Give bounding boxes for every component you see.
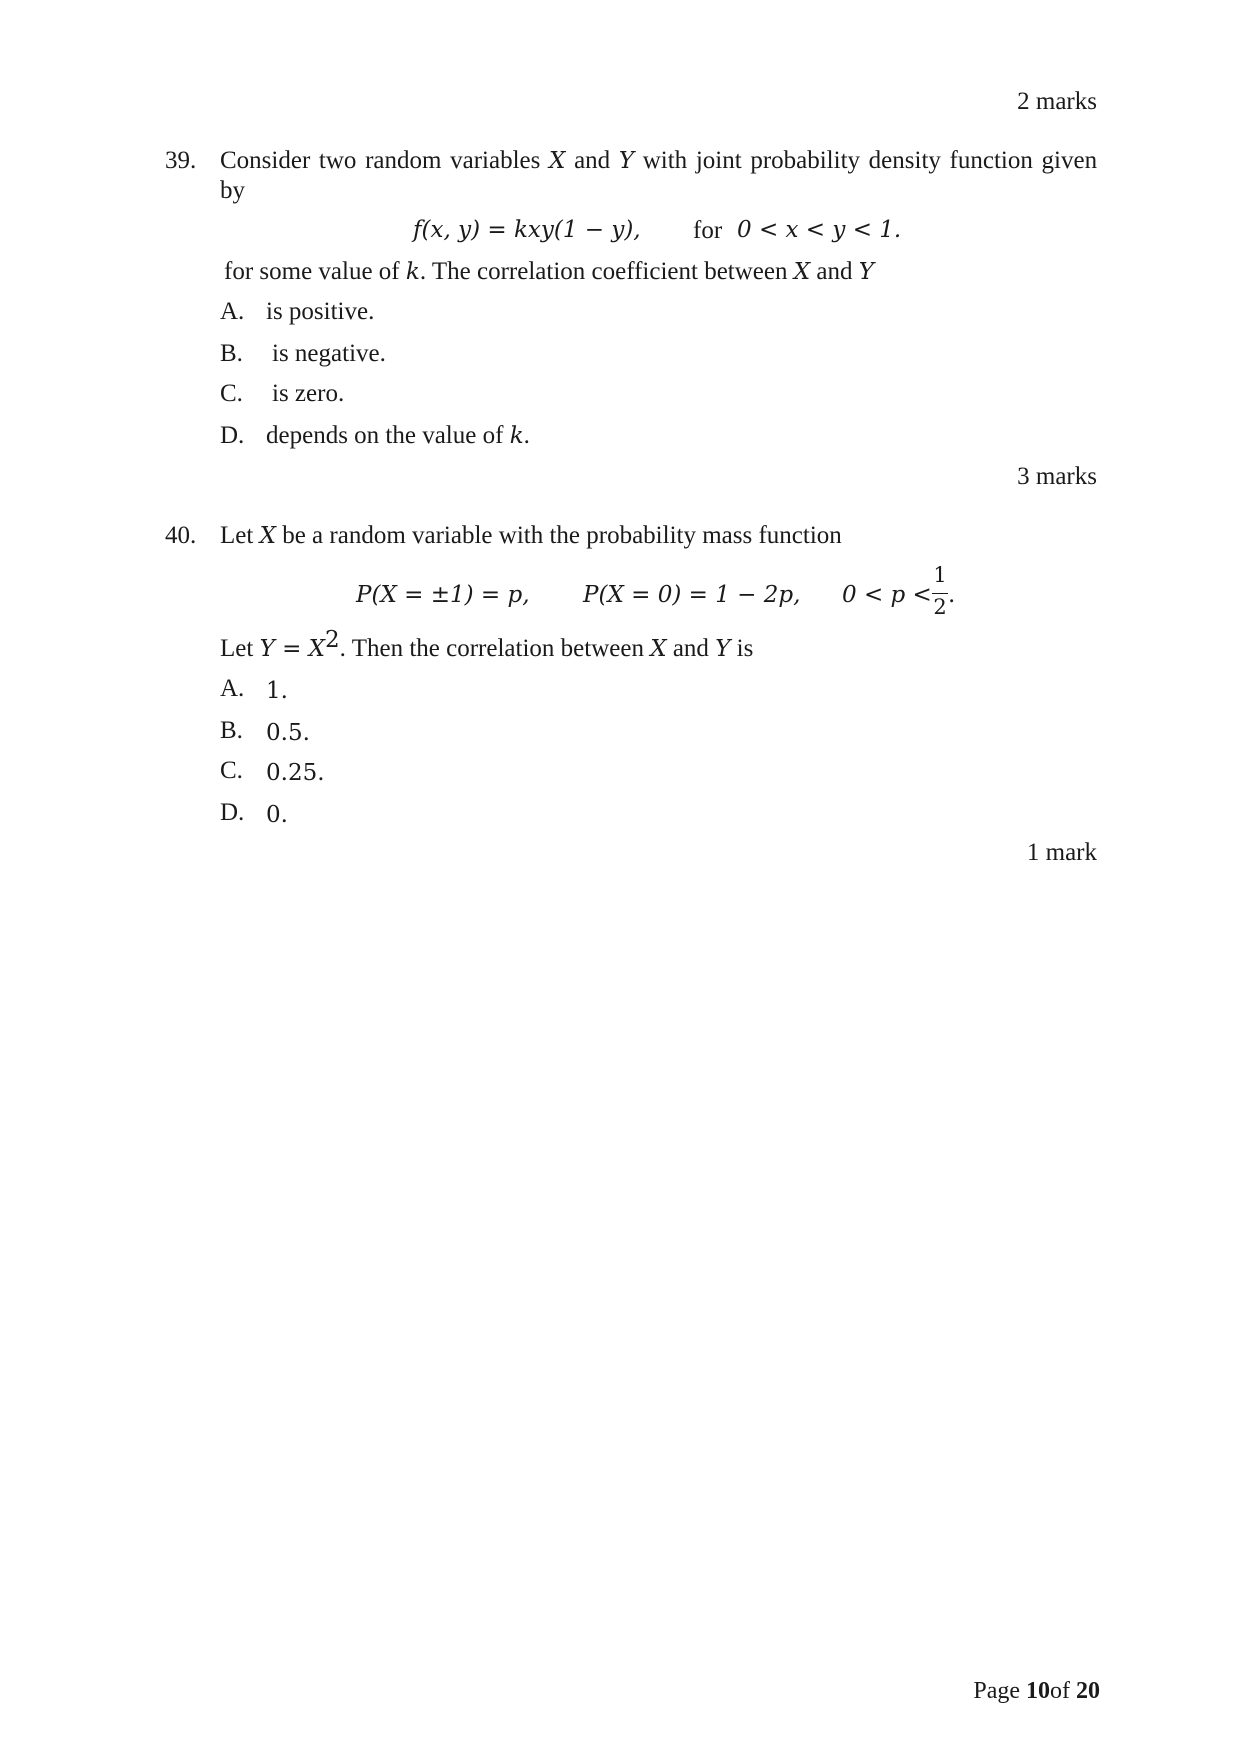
option-text-b: is negative. [272,340,386,367]
option-end: . [523,422,530,449]
stem-text: . The correlation coefficient between [419,258,788,285]
stem-text: Consider two random variables [220,147,541,174]
page-footer [973,1676,1100,1706]
pmf-formula-2: P(X = 0) = 1 − 2p, [583,582,801,608]
option-letter-a: A. [220,298,245,325]
stem-text: is [736,635,754,662]
math-var-x: X [259,523,276,549]
question-number: 40. [165,522,197,549]
question-stem [220,146,1097,206]
fraction-denominator: 2 [933,595,947,619]
stem-text: Let [220,635,254,662]
math-var-k: k [509,423,524,449]
question-continuation [220,627,754,664]
math-var-y: Y [858,259,874,285]
stem-text: be a random variable with the probability mass function [282,522,842,549]
stem-text: with joint probability density function given by [220,147,1098,204]
marks-label-top: 2 marks [1017,88,1097,115]
stem-text: Let [220,522,254,549]
option-text-a: is positive. [266,298,375,325]
pmf-formula-1: P(X = ±1) = p, [356,582,530,608]
option-letter-d: D. [220,422,245,449]
pmf-condition: 0 < p < [842,582,932,608]
stem-text: and [672,635,709,662]
marks-label: 1 mark [1026,839,1097,866]
option-letter-b: B. [220,340,243,367]
option-letter-c: C. [220,380,243,407]
math-exponent: 2 [325,627,340,653]
option-text: depends on the value of [266,422,504,449]
formula-range: 0 < x < y < 1. [737,217,902,243]
page-current: 10 [1026,1678,1050,1704]
fraction-end: . [948,582,956,608]
option-text-c: 0.25. [266,760,325,786]
stem-text: . Then the correlation between [339,635,644,662]
question-number: 39. [165,147,197,174]
marks-label: 3 marks [1017,463,1097,490]
math-var-y: Y [618,148,635,174]
of-word: of [1050,1678,1070,1704]
page-total: 20 [1076,1678,1100,1704]
page-word: Page [973,1678,1020,1704]
question-continuation [224,257,874,287]
stem-text: for some value of [224,258,400,285]
option-letter-d: D. [220,799,245,826]
math-var-y: Y [715,636,731,662]
question-stem [220,521,842,551]
math-var-k: k [405,259,420,285]
option-letter-a: A. [220,675,245,702]
math-y-equals-x: Y = X [259,636,326,662]
option-text-d [266,421,530,451]
density-formula: f(x, y) = kxy(1 − y), [413,217,641,243]
stem-text: and [574,147,611,174]
fraction-numerator: 1 [933,563,947,587]
fraction-bar [932,593,948,594]
math-var-x: X [549,148,566,174]
math-var-x: X [793,259,811,285]
option-letter-b: B. [220,717,243,744]
option-text-d: 0. [266,802,288,828]
formula-for: for [693,217,723,244]
option-text-a: 1. [266,678,288,704]
stem-text: and [816,258,853,285]
math-var-x: X [650,636,667,662]
option-letter-c: C. [220,757,243,784]
option-text-b: 0.5. [266,720,310,746]
option-text-c: is zero. [272,380,345,407]
